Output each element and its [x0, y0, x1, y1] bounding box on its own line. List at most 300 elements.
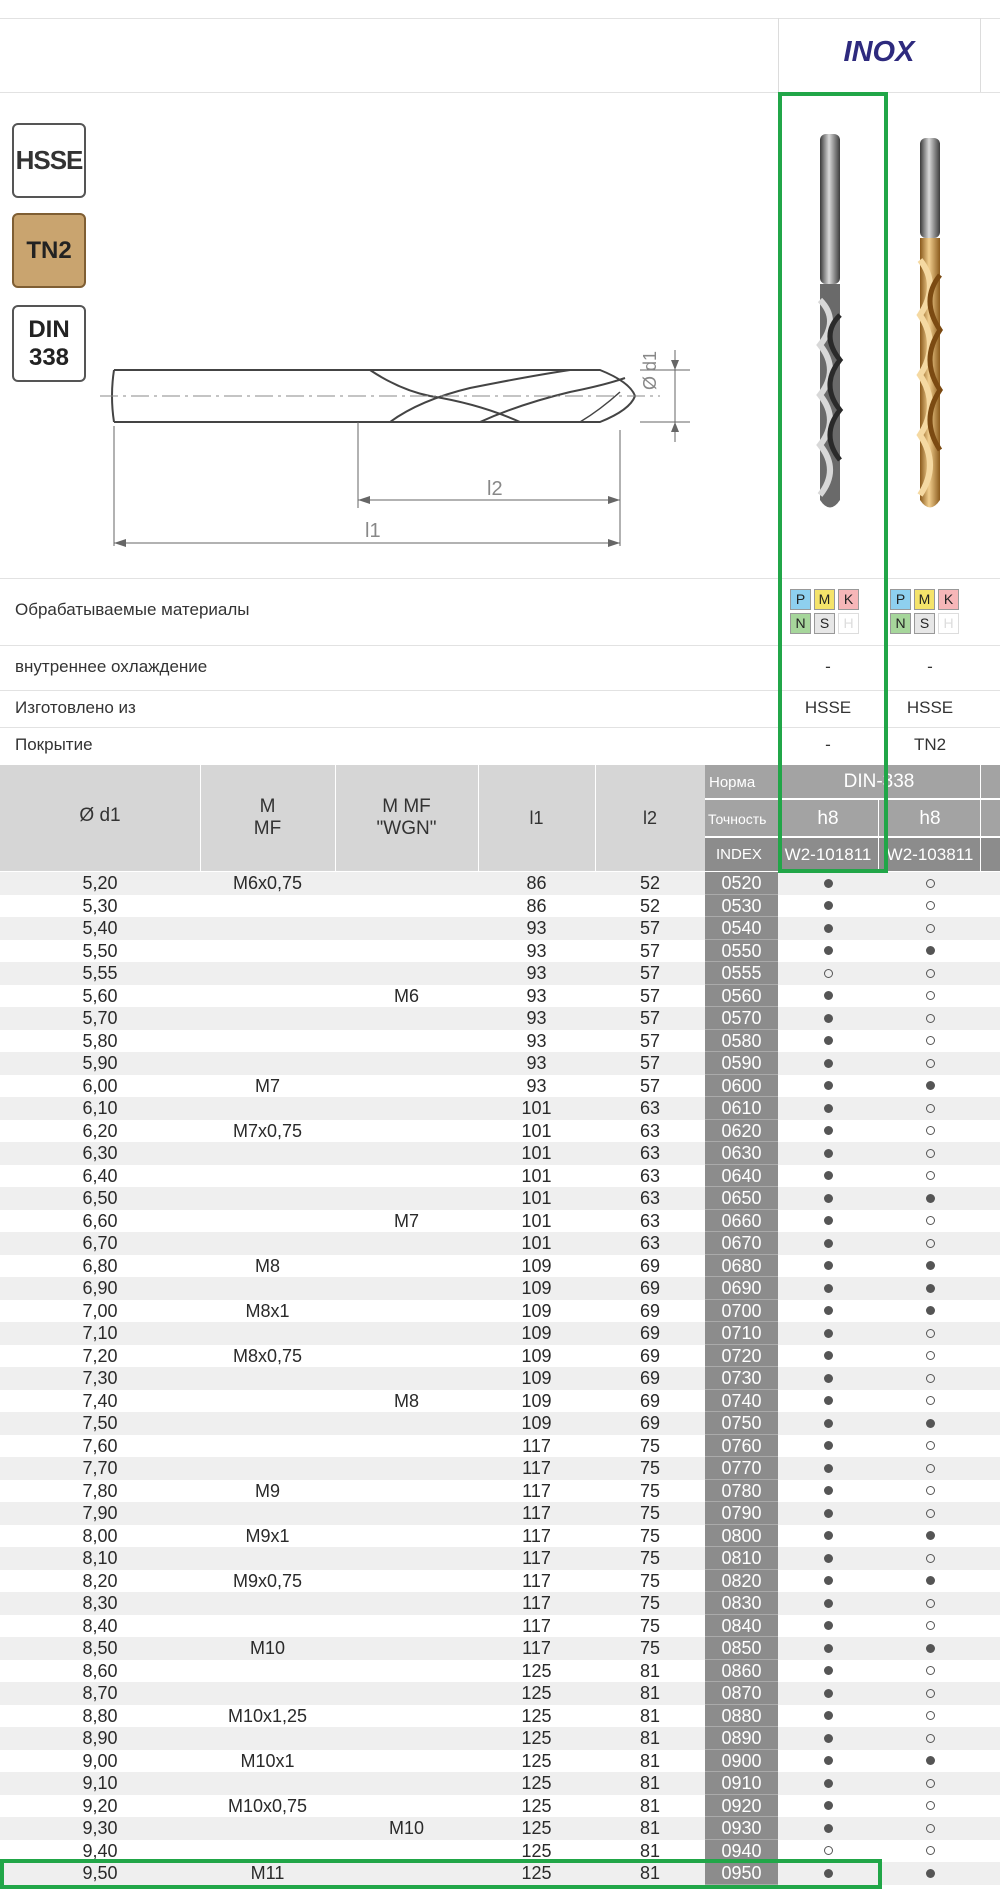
in-stock-dot-icon [824, 1171, 833, 1180]
availability-cell [778, 1615, 878, 1638]
col-header-m-line2: MF [253, 818, 282, 839]
availability-cell [778, 1052, 878, 1075]
thread-m-cell: M8x1 [245, 1300, 290, 1321]
availability-cell [880, 917, 980, 940]
availability-cell [880, 1772, 980, 1795]
diameter-cell: 9,50 [82, 1863, 118, 1883]
l2-cell: 81 [639, 1705, 661, 1726]
l1-cell: 125 [521, 1728, 552, 1748]
l1-cell: 125 [521, 1750, 552, 1771]
l1-cell: 101 [521, 1165, 552, 1186]
availability-cell [880, 1165, 980, 1188]
availability-cell [880, 1615, 980, 1638]
hdr-divider [980, 765, 981, 871]
table-row [0, 1300, 1000, 1323]
thread-m-cell [200, 895, 335, 918]
l1-cell: 93 [526, 940, 547, 961]
availability-cell [778, 1097, 878, 1120]
availability-cell [778, 1750, 878, 1773]
in-stock-dot-icon [824, 1711, 833, 1720]
index-cell: 0650 [705, 1187, 778, 1210]
diameter-cell: 7,60 [82, 1435, 118, 1456]
on-order-circle-icon [926, 1666, 935, 1675]
l2-cell: 75 [639, 1548, 661, 1568]
table-row [0, 1390, 1000, 1413]
diameter-cell: 6,50 [82, 1188, 118, 1208]
diameter-cell: 5,50 [82, 940, 118, 961]
thread-wgn-cell [335, 1052, 478, 1075]
availability-cell [778, 917, 878, 940]
l1-cell: 109 [521, 1413, 552, 1433]
l1-cell: 117 [522, 1593, 551, 1613]
availability-cell [778, 1120, 878, 1143]
thread-wgn-cell [335, 917, 478, 940]
l2-cell: 81 [639, 1683, 661, 1703]
availability-cell [778, 1345, 878, 1368]
col-header-d1: Ø d1 [79, 805, 121, 826]
table-row [0, 872, 1000, 895]
diameter-cell: 5,80 [82, 1030, 118, 1051]
availability-cell [880, 1592, 980, 1615]
in-stock-dot-icon [824, 1509, 833, 1518]
table-row [0, 1165, 1000, 1188]
l2-cell: 75 [639, 1615, 661, 1636]
thread-m-cell: M10 [249, 1638, 285, 1658]
l2-cell: 57 [639, 1030, 661, 1051]
in-stock-dot-icon [824, 901, 833, 910]
l2-cell: 75 [639, 1458, 661, 1478]
cooling-label: внутреннее охлаждение [15, 657, 208, 676]
availability-cell [778, 1592, 878, 1615]
thread-m-cell [200, 1165, 335, 1188]
l2-cell: 81 [639, 1660, 661, 1681]
in-stock-dot-icon [824, 1621, 833, 1630]
thread-m-cell [200, 1052, 335, 1075]
availability-cell [880, 1255, 980, 1278]
thread-wgn-cell [335, 1277, 478, 1300]
availability-cell [778, 1502, 878, 1525]
diameter-cell: 7,30 [82, 1368, 118, 1388]
availability-cell [880, 1705, 980, 1728]
on-order-circle-icon [926, 1329, 935, 1338]
thread-m-cell: M10x0,75 [227, 1795, 308, 1816]
availability-cell [880, 1120, 980, 1143]
d1-label: Ø d1 [640, 350, 660, 390]
table-row [0, 1457, 1000, 1480]
material-s: S [914, 613, 935, 634]
availability-cell [778, 1682, 878, 1705]
l2-cell: 57 [639, 1008, 661, 1028]
diameter-cell: 7,00 [82, 1300, 118, 1321]
thread-m-cell: M8 [254, 1255, 280, 1276]
table-row [0, 1277, 1000, 1300]
on-order-circle-icon [926, 1801, 935, 1810]
availability-cell [778, 1727, 878, 1750]
diameter-cell: 6,00 [82, 1075, 118, 1096]
on-order-circle-icon [926, 1486, 935, 1495]
in-stock-dot-icon [926, 1756, 935, 1765]
thread-wgn-cell [335, 1480, 478, 1503]
l2-cell: 75 [639, 1593, 661, 1613]
table-row [0, 1232, 1000, 1255]
availability-cell [880, 1390, 980, 1413]
thread-wgn-cell [335, 1435, 478, 1458]
in-stock-dot-icon [824, 1306, 833, 1315]
availability-cell [880, 1097, 980, 1120]
index-cell: 0840 [705, 1615, 778, 1638]
l2-cell: 63 [639, 1120, 661, 1141]
in-stock-dot-icon [824, 1149, 833, 1158]
availability-cell [778, 872, 878, 895]
availability-cell [880, 1457, 980, 1480]
table-row [0, 1097, 1000, 1120]
diameter-cell: 6,70 [82, 1233, 118, 1253]
diameter-cell: 9,40 [82, 1840, 118, 1861]
index-cell: 0780 [705, 1480, 778, 1503]
index-cell: 0880 [705, 1705, 778, 1728]
thread-m-cell [200, 1547, 335, 1570]
l2-cell: 81 [639, 1750, 661, 1771]
availability-cell [778, 962, 878, 985]
col-header-m-line1: M [259, 796, 276, 817]
thread-wgn-cell [335, 1637, 478, 1660]
l2-cell: 63 [639, 1165, 661, 1186]
in-stock-dot-icon [824, 1599, 833, 1608]
thread-wgn-cell [335, 1795, 478, 1818]
availability-cell [880, 1030, 980, 1053]
l1-cell: 125 [521, 1863, 552, 1883]
on-order-circle-icon [926, 1464, 935, 1473]
availability-cell [880, 1412, 980, 1435]
diameter-cell: 6,80 [82, 1255, 118, 1276]
l2-cell: 81 [639, 1818, 661, 1838]
availability-cell [778, 895, 878, 918]
l2-cell: 81 [639, 1863, 661, 1883]
thread-wgn-cell [335, 1502, 478, 1525]
l2-cell: 63 [639, 1143, 661, 1163]
availability-cell [778, 985, 878, 1008]
l1-cell: 109 [521, 1345, 552, 1366]
l1-cell: 93 [526, 1075, 547, 1096]
availability-cell [778, 1255, 878, 1278]
in-stock-dot-icon [824, 1419, 833, 1428]
thread-wgn-cell [335, 1592, 478, 1615]
table-row [0, 1727, 1000, 1750]
in-stock-dot-icon [824, 1396, 833, 1405]
l2-cell: 57 [639, 1075, 661, 1096]
l1-cell: 86 [526, 873, 547, 893]
material-p: P [890, 589, 911, 610]
availability-cell [880, 1660, 980, 1683]
availability-cell [880, 1795, 980, 1818]
material-h: H [938, 613, 959, 634]
norm-label: Норма [709, 774, 756, 791]
diameter-cell: 5,55 [82, 963, 118, 983]
diameter-cell: 6,60 [82, 1210, 118, 1231]
diameter-cell: 9,10 [82, 1773, 118, 1793]
coating-badge: TN2 [12, 213, 86, 288]
index-cell: 0830 [705, 1592, 778, 1615]
table-row [0, 895, 1000, 918]
diameter-cell: 9,30 [82, 1818, 118, 1838]
l2-cell: 69 [639, 1390, 661, 1411]
index-cell: 0860 [705, 1660, 778, 1683]
l2-cell: 81 [639, 1840, 661, 1861]
availability-cell [880, 1637, 980, 1660]
index-cell: 0750 [705, 1412, 778, 1435]
l1-cell: 101 [521, 1233, 552, 1253]
in-stock-dot-icon [824, 1059, 833, 1068]
diameter-cell: 8,20 [82, 1570, 118, 1591]
thread-wgn-cell [335, 1030, 478, 1053]
availability-cell [778, 1187, 878, 1210]
index-cell: 0940 [705, 1840, 778, 1863]
thread-wgn-cell: M8 [393, 1390, 419, 1411]
index-cell: 0740 [705, 1390, 778, 1413]
l1-cell: 86 [526, 895, 547, 916]
index-cell: 0670 [705, 1232, 778, 1255]
on-order-circle-icon [926, 1554, 935, 1563]
in-stock-dot-icon [824, 1464, 833, 1473]
l1-cell: 101 [521, 1098, 552, 1118]
thread-m-cell [200, 1660, 335, 1683]
in-stock-dot-icon [824, 946, 833, 955]
diameter-cell: 7,90 [82, 1503, 118, 1523]
availability-cell [778, 1547, 878, 1570]
brand-col-divider-right [980, 18, 981, 92]
in-stock-dot-icon [824, 1261, 833, 1270]
table-row [0, 1412, 1000, 1435]
coating-value-a: - [825, 735, 831, 754]
thread-m-cell: M9 [254, 1480, 280, 1501]
availability-cell [880, 1187, 980, 1210]
diameter-cell: 5,90 [82, 1053, 118, 1073]
material-m: M [914, 589, 935, 610]
availability-cell [880, 1570, 980, 1593]
table-row [0, 1120, 1000, 1143]
thread-wgn-cell: M10 [388, 1818, 424, 1838]
on-order-circle-icon [824, 1846, 833, 1855]
tolerance-label: Точность [708, 811, 767, 827]
coating-value-b: TN2 [913, 735, 947, 754]
thread-m-cell: M9x0,75 [232, 1570, 303, 1591]
l2-cell: 57 [639, 963, 661, 983]
availability-cell [778, 1412, 878, 1435]
availability-cell [778, 1142, 878, 1165]
material-badge: HSSE [12, 123, 86, 198]
table-row [0, 1772, 1000, 1795]
thread-wgn-cell [335, 1232, 478, 1255]
material-k: K [838, 589, 859, 610]
l1-cell: 101 [521, 1120, 552, 1141]
availability-cell [778, 1795, 878, 1818]
diameter-cell: 6,90 [82, 1278, 118, 1298]
on-order-circle-icon [926, 1216, 935, 1225]
thread-m-cell: M11 [250, 1863, 285, 1883]
availability-cell [778, 1165, 878, 1188]
on-order-circle-icon [926, 1689, 935, 1698]
availability-cell [880, 1682, 980, 1705]
drill-image-tn2 [905, 130, 955, 520]
norm-badge [12, 305, 86, 382]
in-stock-dot-icon [824, 1554, 833, 1563]
l2-cell: 63 [639, 1098, 661, 1118]
on-order-circle-icon [926, 1149, 935, 1158]
in-stock-dot-icon [824, 1329, 833, 1338]
diameter-cell: 8,10 [82, 1548, 118, 1568]
thread-m-cell [200, 1727, 335, 1750]
diameter-cell: 8,40 [82, 1615, 118, 1636]
index-cell: 0910 [705, 1772, 778, 1795]
thread-m-cell [200, 1772, 335, 1795]
thread-wgn-cell [335, 1727, 478, 1750]
in-stock-dot-icon [926, 1284, 935, 1293]
availability-cell [778, 1367, 878, 1390]
availability-cell [778, 1300, 878, 1323]
in-stock-dot-icon [926, 1261, 935, 1270]
l1-cell: 117 [522, 1458, 551, 1478]
thread-wgn-cell [335, 1660, 478, 1683]
in-stock-dot-icon [926, 1306, 935, 1315]
l2-cell: 52 [639, 873, 661, 893]
thread-wgn-cell: M6 [393, 985, 419, 1006]
availability-cell [778, 1007, 878, 1030]
table-row [0, 1615, 1000, 1638]
thread-wgn-cell [335, 1165, 478, 1188]
availability-cell [778, 940, 878, 963]
availability-cell [880, 872, 980, 895]
table-row [0, 940, 1000, 963]
index-cell: 0930 [705, 1817, 778, 1840]
l1-cell: 117 [522, 1525, 551, 1546]
thread-wgn-cell: M7 [393, 1210, 419, 1231]
l2-cell: 69 [639, 1345, 661, 1366]
thread-wgn-cell [335, 1772, 478, 1795]
on-order-circle-icon [926, 1036, 935, 1045]
index-cell: 0555 [705, 962, 778, 985]
on-order-circle-icon [926, 1126, 935, 1135]
tolerance-value-a: h8 [817, 808, 839, 829]
thread-wgn-cell [335, 1322, 478, 1345]
index-cell: 0640 [705, 1165, 778, 1188]
l2-cell: 69 [639, 1278, 661, 1298]
availability-cell [880, 1007, 980, 1030]
thread-m-cell [200, 1322, 335, 1345]
on-order-circle-icon [926, 1711, 935, 1720]
material-k: K [938, 589, 959, 610]
l2-cell: 81 [639, 1795, 661, 1816]
in-stock-dot-icon [824, 1104, 833, 1113]
cooling-value-a: - [825, 657, 831, 676]
diameter-cell: 7,70 [82, 1458, 118, 1478]
availability-cell [880, 1300, 980, 1323]
thread-wgn-cell [335, 1187, 478, 1210]
index-value-b: W2-103811 [886, 845, 974, 864]
l2-cell: 69 [639, 1300, 661, 1321]
l2-cell: 75 [639, 1503, 661, 1523]
index-cell: 0600 [705, 1075, 778, 1098]
on-order-circle-icon [926, 1734, 935, 1743]
l1-cell: 117 [522, 1548, 551, 1568]
l2-cell: 57 [639, 985, 661, 1006]
on-order-circle-icon [926, 1621, 935, 1630]
on-order-circle-icon [824, 969, 833, 978]
availability-cell [880, 1727, 980, 1750]
table-row [0, 1007, 1000, 1030]
diameter-cell: 6,30 [82, 1143, 118, 1163]
l2-cell: 57 [639, 940, 661, 961]
on-order-circle-icon [926, 1239, 935, 1248]
on-order-circle-icon [926, 1171, 935, 1180]
table-row [0, 1547, 1000, 1570]
diameter-cell: 7,20 [82, 1345, 118, 1366]
thread-m-cell [200, 1210, 335, 1233]
index-cell: 0820 [705, 1570, 778, 1593]
availability-cell [880, 1750, 980, 1773]
l2-cell: 75 [639, 1525, 661, 1546]
thread-wgn-cell [335, 1097, 478, 1120]
l1-cell: 117 [522, 1570, 551, 1591]
index-cell: 0610 [705, 1097, 778, 1120]
diameter-cell: 6,20 [82, 1120, 118, 1141]
in-stock-dot-icon [824, 1036, 833, 1045]
availability-cell [880, 940, 980, 963]
index-cell: 0760 [705, 1435, 778, 1458]
index-cell: 0870 [705, 1682, 778, 1705]
on-order-circle-icon [926, 1441, 935, 1450]
on-order-circle-icon [926, 879, 935, 888]
availability-cell [778, 1772, 878, 1795]
table-row [0, 1592, 1000, 1615]
diameter-cell: 8,70 [82, 1683, 118, 1703]
index-cell: 0900 [705, 1750, 778, 1773]
material-m: M [814, 589, 835, 610]
index-cell: 0560 [705, 985, 778, 1008]
material-p: P [790, 589, 811, 610]
availability-cell [778, 1322, 878, 1345]
in-stock-dot-icon [824, 924, 833, 933]
on-order-circle-icon [926, 1396, 935, 1405]
materials-grid-b [890, 589, 959, 634]
thread-m-cell [200, 1502, 335, 1525]
on-order-circle-icon [926, 901, 935, 910]
l2-cell: 69 [639, 1323, 661, 1343]
l1-cell: 93 [526, 918, 547, 938]
made-from-label: Изготовлено из [15, 698, 136, 717]
thread-wgn-cell [335, 1705, 478, 1728]
index-cell: 0520 [705, 872, 778, 895]
availability-cell [778, 1660, 878, 1683]
thread-m-cell [200, 1457, 335, 1480]
availability-cell [880, 1817, 980, 1840]
material-s: S [814, 613, 835, 634]
thread-wgn-cell [335, 872, 478, 895]
norm-value: DIN-338 [843, 771, 915, 792]
index-cell: 0770 [705, 1457, 778, 1480]
top-divider [0, 18, 1000, 19]
thread-m-cell [200, 962, 335, 985]
table-row [0, 1142, 1000, 1165]
on-order-circle-icon [926, 1846, 935, 1855]
thread-wgn-cell [335, 940, 478, 963]
coating-label: Покрытие [15, 735, 93, 754]
l1-cell: 125 [521, 1773, 552, 1793]
availability-cell [880, 1142, 980, 1165]
thread-m-cell [200, 917, 335, 940]
diameter-cell: 8,30 [82, 1593, 118, 1613]
col-header-mmf [335, 796, 478, 840]
thread-wgn-cell [335, 1142, 478, 1165]
